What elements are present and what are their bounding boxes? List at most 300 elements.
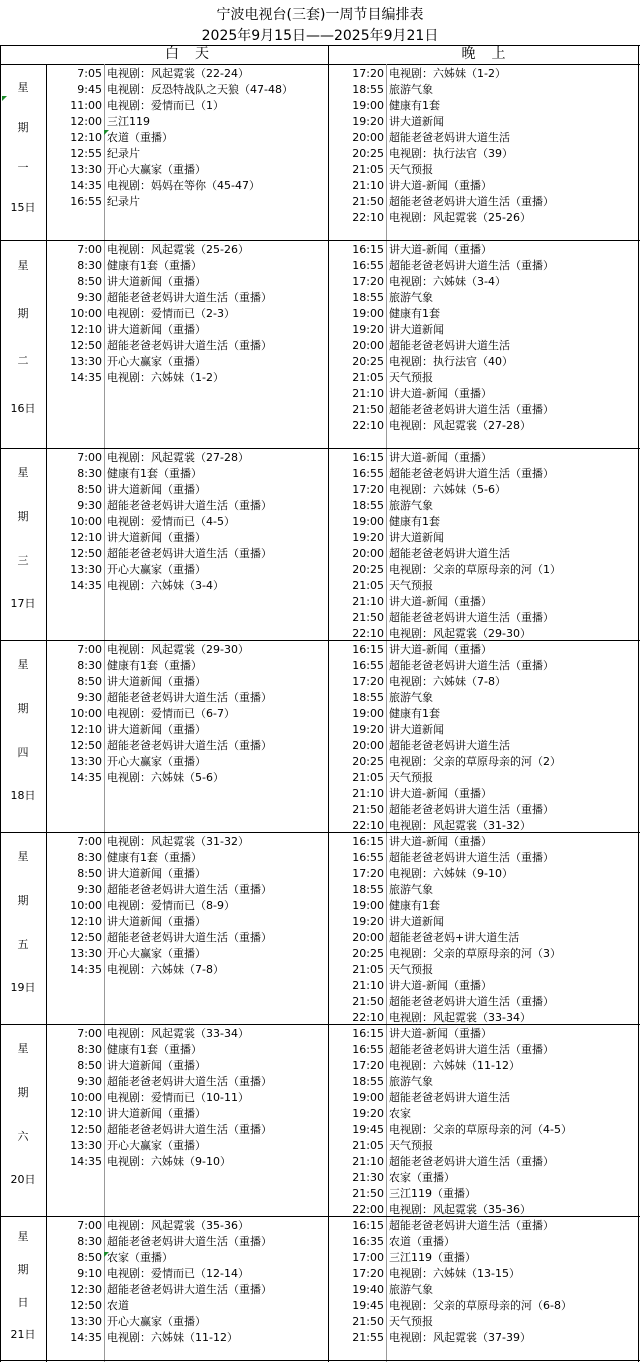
program-time: 14:35: [70, 1331, 102, 1344]
program-time: 22:00: [352, 1203, 384, 1216]
program-time: 13:30: [70, 163, 102, 176]
program-title: 电视剧：六姊妹（9-10）: [107, 1155, 231, 1168]
day-label: 期: [17, 510, 29, 523]
program-title: 超能老爸老妈讲大道生活（重播）: [107, 1283, 272, 1296]
day-label: 期: [17, 307, 29, 320]
program-time: 19:00: [352, 899, 384, 912]
program-time: 9:30: [77, 1075, 102, 1088]
program-title: 开心大赢家（重播）: [107, 1139, 206, 1152]
program-time: 20:25: [352, 147, 384, 160]
program-title: 农道: [107, 1299, 129, 1312]
program-title: 讲大道-新闻（重播）: [389, 1027, 492, 1040]
program-time: 20:25: [352, 355, 384, 368]
program-title: 讲大道新闻（重播）: [107, 675, 206, 688]
program-time: 18:55: [352, 83, 384, 96]
program-title: 电视剧：爱情而已（6-7）: [107, 707, 235, 720]
program-time: 18:55: [352, 1075, 384, 1088]
program-time: 17:20: [352, 867, 384, 880]
program-time: 10:00: [70, 707, 102, 720]
program-title: 讲大道-新闻（重播）: [389, 643, 492, 656]
program-title: 旅游气象: [389, 291, 433, 304]
program-title: 电视剧：六姊妹（1-2）: [107, 371, 224, 384]
day-label: 19日: [10, 981, 36, 994]
program-time: 10:00: [70, 1091, 102, 1104]
program-time: 21:05: [352, 163, 384, 176]
program-title: 电视剧：爱情而已（12-14）: [107, 1267, 249, 1280]
day-night-divider: [328, 45, 329, 1362]
program-time: 19:00: [352, 515, 384, 528]
program-title: 天气预报: [389, 963, 433, 976]
program-time: 10:00: [70, 899, 102, 912]
program-title: 电视剧：父亲的草原母亲的河（3）: [389, 947, 561, 960]
program-title: 天气预报: [389, 1315, 433, 1328]
program-time: 22:10: [352, 819, 384, 832]
program-time: 8:50: [77, 867, 102, 880]
program-time: 21:10: [352, 179, 384, 192]
program-title: 电视剧：风起霓裳（27-28）: [107, 451, 249, 464]
program-title: 天气预报: [389, 579, 433, 592]
program-time: 14:35: [70, 771, 102, 784]
day-label: 16日: [10, 402, 36, 415]
program-title: 讲大道-新闻（重播）: [389, 387, 492, 400]
program-time: 20:25: [352, 947, 384, 960]
program-time: 19:00: [352, 1091, 384, 1104]
program-time: 13:30: [70, 1139, 102, 1152]
program-title: 三江119: [107, 115, 150, 128]
program-title: 电视剧：爱情而已（8-9）: [107, 899, 235, 912]
program-title: 超能老爸老妈讲大道生活: [389, 547, 510, 560]
program-time: 14:35: [70, 1155, 102, 1168]
day-label: 四: [17, 746, 29, 759]
program-time: 19:45: [352, 1299, 384, 1312]
program-time: 21:10: [352, 979, 384, 992]
program-title: 超能老爸老妈讲大道生活（重播）: [107, 291, 272, 304]
program-title: 电视剧：父亲的草原母亲的河（6-8）: [389, 1299, 572, 1312]
program-time: 8:30: [77, 259, 102, 272]
program-title: 开心大赢家（重播）: [107, 563, 206, 576]
program-title: 电视剧：风起霓裳（29-30）: [389, 627, 531, 640]
program-title: 超能老爸老妈讲大道生活（重播）: [389, 851, 554, 864]
program-time: 10:00: [70, 307, 102, 320]
day-time-divider: [104, 64, 105, 1362]
program-title: 电视剧：风起霓裳（37-39）: [389, 1331, 531, 1344]
program-title: 超能老爸老妈讲大道生活（重播）: [389, 803, 554, 816]
program-title: 电视剧：风起霓裳（29-30）: [107, 643, 249, 656]
program-time: 19:20: [352, 323, 384, 336]
program-time: 14:35: [70, 371, 102, 384]
header-night: 晚 上: [461, 46, 507, 62]
program-time: 19:20: [352, 1107, 384, 1120]
program-title: 电视剧：风起霓裳（25-26）: [389, 211, 531, 224]
program-time: 17:00: [352, 1251, 384, 1264]
program-time: 18:55: [352, 499, 384, 512]
program-time: 21:30: [352, 1171, 384, 1184]
day-label: 星: [17, 850, 29, 863]
program-title: 农家（重播）: [107, 1251, 173, 1264]
program-time: 13:30: [70, 1315, 102, 1328]
program-time: 13:30: [70, 355, 102, 368]
header-bottom-line: [0, 64, 640, 65]
program-time: 7:00: [77, 835, 102, 848]
program-title: 健康有1套: [389, 707, 440, 720]
program-time: 9:45: [77, 83, 102, 96]
program-title: 讲大道新闻（重播）: [107, 723, 206, 736]
program-time: 16:15: [352, 1027, 384, 1040]
program-time: 16:55: [352, 659, 384, 672]
program-time: 14:35: [70, 579, 102, 592]
comment-marker-icon: [104, 1252, 109, 1257]
program-title: 超能老爸老妈讲大道生活（重播）: [389, 259, 554, 272]
program-time: 19:00: [352, 707, 384, 720]
program-title: 电视剧：反恐特战队之天狼（47-48）: [107, 83, 293, 96]
program-time: 19:20: [352, 723, 384, 736]
day-label: 期: [17, 1086, 29, 1099]
day-label: 期: [17, 1263, 29, 1276]
program-title: 讲大道-新闻（重播）: [389, 179, 492, 192]
program-title: 超能老爸老妈讲大道生活（重播）: [389, 611, 554, 624]
program-title: 超能老爸老妈讲大道生活（重播）: [107, 547, 272, 560]
program-time: 8:30: [77, 659, 102, 672]
day-label: 期: [17, 894, 29, 907]
program-title: 超能老爸老妈讲大道生活（重播）: [389, 1043, 554, 1056]
program-time: 8:50: [77, 483, 102, 496]
program-time: 14:35: [70, 179, 102, 192]
program-time: 19:00: [352, 307, 384, 320]
left-border: [0, 45, 1, 1362]
page-title: 宁波电视台(三套)一周节目编排表: [216, 7, 424, 23]
program-title: 健康有1套（重播）: [107, 851, 202, 864]
program-time: 16:55: [352, 259, 384, 272]
program-time: 13:30: [70, 755, 102, 768]
day-label: 星: [17, 81, 29, 94]
day-separator: [0, 1216, 640, 1217]
program-time: 21:55: [352, 1331, 384, 1344]
program-title: 电视剧：风起霓裳（33-34）: [107, 1027, 249, 1040]
program-time: 19:20: [352, 531, 384, 544]
day-label: 六: [17, 1130, 29, 1143]
program-title: 超能老爸老妈讲大道生活（重播）: [389, 195, 554, 208]
program-time: 12:30: [70, 1283, 102, 1296]
program-title: 健康有1套: [389, 99, 440, 112]
program-title: 讲大道新闻（重播）: [107, 1059, 206, 1072]
program-title: 健康有1套: [389, 307, 440, 320]
program-title: 讲大道-新闻（重播）: [389, 595, 492, 608]
program-title: 天气预报: [389, 163, 433, 176]
program-title: 超能老爸老妈讲大道生活（重播）: [389, 995, 554, 1008]
header-day: 白 天: [165, 46, 210, 62]
program-time: 21:50: [352, 995, 384, 1008]
program-title: 农家（重播）: [389, 1171, 455, 1184]
program-time: 18:55: [352, 883, 384, 896]
program-title: 电视剧：风起霓裳（33-34）: [389, 1011, 531, 1024]
program-title: 纪录片: [107, 147, 140, 160]
program-title: 超能老爸老妈讲大道生活（重播）: [389, 659, 554, 672]
program-title: 讲大道新闻: [389, 915, 444, 928]
program-time: 17:20: [352, 1059, 384, 1072]
program-time: 16:15: [352, 451, 384, 464]
day-separator: [0, 640, 640, 641]
program-time: 12:50: [70, 739, 102, 752]
program-time: 16:55: [352, 467, 384, 480]
program-time: 9:10: [77, 1267, 102, 1280]
day-label: 星: [17, 658, 29, 671]
program-time: 21:50: [352, 803, 384, 816]
program-title: 讲大道新闻（重播）: [107, 1107, 206, 1120]
program-title: 旅游气象: [389, 1283, 433, 1296]
day-label: 期: [17, 121, 29, 134]
program-time: 10:00: [70, 515, 102, 528]
program-time: 20:00: [352, 131, 384, 144]
program-title: 讲大道新闻（重播）: [107, 483, 206, 496]
program-time: 20:00: [352, 739, 384, 752]
program-title: 三江119（重播）: [389, 1187, 476, 1200]
program-time: 17:20: [352, 275, 384, 288]
program-time: 21:10: [352, 387, 384, 400]
program-title: 旅游气象: [389, 499, 433, 512]
program-title: 讲大道新闻（重播）: [107, 275, 206, 288]
program-time: 16:15: [352, 243, 384, 256]
program-time: 8:30: [77, 851, 102, 864]
day-label: 二: [17, 354, 29, 367]
program-time: 13:30: [70, 563, 102, 576]
program-time: 21:05: [352, 771, 384, 784]
program-title: 超能老爸老妈讲大道生活（重播）: [389, 467, 554, 480]
program-time: 17:20: [352, 1267, 384, 1280]
program-time: 11:00: [70, 99, 102, 112]
program-title: 电视剧：爱情而已（1）: [107, 99, 224, 112]
program-title: 超能老爸老妈讲大道生活（重播）: [107, 691, 272, 704]
comment-marker-icon: [2, 96, 7, 101]
program-time: 8:30: [77, 1235, 102, 1248]
program-title: 讲大道-新闻（重播）: [389, 979, 492, 992]
program-title: 讲大道新闻（重播）: [107, 915, 206, 928]
program-title: 超能老爸老妈讲大道生活: [389, 1091, 510, 1104]
program-time: 12:00: [70, 115, 102, 128]
program-time: 12:10: [70, 723, 102, 736]
program-time: 17:20: [352, 483, 384, 496]
program-time: 19:20: [352, 115, 384, 128]
program-time: 9:30: [77, 499, 102, 512]
program-title: 电视剧：六姊妹（1-2）: [389, 67, 506, 80]
program-time: 12:50: [70, 547, 102, 560]
program-title: 讲大道-新闻（重播）: [389, 787, 492, 800]
program-title: 开心大赢家（重播）: [107, 163, 206, 176]
program-time: 19:00: [352, 99, 384, 112]
program-time: 7:00: [77, 643, 102, 656]
day-label: 期: [17, 702, 29, 715]
program-title: 旅游气象: [389, 1075, 433, 1088]
day-separator: [0, 240, 640, 241]
program-title: 三江119（重播）: [389, 1251, 476, 1264]
program-time: 12:10: [70, 131, 102, 144]
program-time: 18:55: [352, 291, 384, 304]
program-title: 天气预报: [389, 771, 433, 784]
program-time: 21:10: [352, 787, 384, 800]
program-title: 电视剧：风起霓裳（25-26）: [107, 243, 249, 256]
program-time: 20:25: [352, 563, 384, 576]
program-time: 9:30: [77, 691, 102, 704]
program-title: 电视剧：风起霓裳（31-32）: [389, 819, 531, 832]
program-title: 讲大道-新闻（重播）: [389, 243, 492, 256]
program-title: 超能老爸老妈讲大道生活（重播）: [107, 1235, 272, 1248]
program-title: 电视剧：风起霓裳（27-28）: [389, 419, 531, 432]
day-label: 20日: [10, 1173, 36, 1186]
program-time: 20:25: [352, 755, 384, 768]
program-title: 健康有1套（重播）: [107, 467, 202, 480]
program-title: 讲大道新闻: [389, 723, 444, 736]
program-title: 电视剧：六姊妹（7-8）: [107, 963, 224, 976]
day-label: 18日: [10, 789, 36, 802]
program-time: 12:10: [70, 531, 102, 544]
program-time: 8:50: [77, 1251, 102, 1264]
program-time: 21:05: [352, 371, 384, 384]
day-label: 星: [17, 259, 29, 272]
program-time: 7:00: [77, 1027, 102, 1040]
date-range: 2025年9月15日——2025年9月21日: [201, 28, 439, 44]
program-time: 16:15: [352, 643, 384, 656]
program-title: 旅游气象: [389, 83, 433, 96]
program-time: 13:30: [70, 947, 102, 960]
program-title: 电视剧：六姊妹（9-10）: [389, 867, 513, 880]
program-title: 电视剧：风起霓裳（22-24）: [107, 67, 249, 80]
program-title: 电视剧：父亲的草原母亲的河（2）: [389, 755, 561, 768]
program-title: 天气预报: [389, 371, 433, 384]
program-title: 电视剧：爱情而已（2-3）: [107, 307, 235, 320]
comment-marker-icon: [104, 130, 109, 135]
day-label: 星: [17, 1042, 29, 1055]
program-title: 电视剧：风起霓裳（35-36）: [389, 1203, 531, 1216]
program-title: 讲大道新闻: [389, 531, 444, 544]
program-title: 超能老爸老妈讲大道生活（重播）: [389, 1155, 554, 1168]
program-time: 16:15: [352, 835, 384, 848]
program-title: 超能老爸老妈+讲大道生活: [389, 931, 520, 944]
program-time: 21:10: [352, 595, 384, 608]
program-title: 电视剧：妈妈在等你（45-47）: [107, 179, 260, 192]
program-title: 讲大道-新闻（重播）: [389, 451, 492, 464]
program-time: 7:05: [77, 67, 102, 80]
program-title: 电视剧：风起霓裳（35-36）: [107, 1219, 249, 1232]
program-time: 7:00: [77, 451, 102, 464]
program-time: 12:50: [70, 1123, 102, 1136]
label-divider: [46, 64, 47, 1362]
program-title: 健康有1套: [389, 899, 440, 912]
program-title: 健康有1套（重播）: [107, 1043, 202, 1056]
program-time: 19:40: [352, 1283, 384, 1296]
program-time: 8:30: [77, 467, 102, 480]
program-title: 超能老爸老妈讲大道生活（重播）: [107, 1123, 272, 1136]
right-border: [638, 45, 639, 1362]
program-time: 20:00: [352, 931, 384, 944]
day-label: 五: [17, 938, 29, 951]
program-time: 21:50: [352, 611, 384, 624]
program-title: 讲大道新闻: [389, 323, 444, 336]
program-time: 9:30: [77, 883, 102, 896]
program-title: 讲大道新闻（重播）: [107, 323, 206, 336]
program-title: 电视剧：父亲的草原母亲的河（4-5）: [389, 1123, 572, 1136]
program-time: 22:10: [352, 419, 384, 432]
program-title: 旅游气象: [389, 883, 433, 896]
program-title: 讲大道-新闻（重播）: [389, 835, 492, 848]
program-time: 7:00: [77, 1219, 102, 1232]
program-time: 21:50: [352, 403, 384, 416]
day-label: 日: [17, 1296, 29, 1309]
day-label: 三: [17, 554, 29, 567]
program-title: 开心大赢家（重播）: [107, 947, 206, 960]
program-time: 12:10: [70, 1107, 102, 1120]
program-time: 8:50: [77, 1059, 102, 1072]
program-time: 21:50: [352, 195, 384, 208]
day-label: 15日: [10, 201, 36, 214]
program-title: 超能老爸老妈讲大道生活（重播）: [107, 339, 272, 352]
program-title: 健康有1套（重播）: [107, 659, 202, 672]
program-time: 14:35: [70, 963, 102, 976]
program-title: 电视剧：六姊妹（5-6）: [389, 483, 506, 496]
day-separator: [0, 832, 640, 833]
day-label: 一: [17, 161, 29, 174]
program-time: 21:50: [352, 1187, 384, 1200]
program-title: 电视剧：爱情而已（4-5）: [107, 515, 235, 528]
program-time: 17:20: [352, 67, 384, 80]
program-title: 超能老爸老妈讲大道生活: [389, 131, 510, 144]
program-title: 电视剧：执行法官（40）: [389, 355, 513, 368]
program-title: 电视剧：六姊妹（3-4）: [107, 579, 224, 592]
program-title: 超能老爸老妈讲大道生活（重播）: [107, 931, 272, 944]
night-time-divider: [386, 64, 387, 1362]
program-time: 21:50: [352, 1315, 384, 1328]
program-time: 16:15: [352, 1219, 384, 1232]
header-top-line: [0, 45, 640, 46]
program-time: 9:30: [77, 291, 102, 304]
program-title: 电视剧：父亲的草原母亲的河（1）: [389, 563, 561, 576]
program-title: 开心大赢家（重播）: [107, 755, 206, 768]
program-title: 健康有1套: [389, 515, 440, 528]
program-title: 电视剧：六姊妹（7-8）: [389, 675, 506, 688]
program-time: 12:50: [70, 931, 102, 944]
program-title: 超能老爸老妈讲大道生活（重播）: [107, 499, 272, 512]
program-time: 12:50: [70, 339, 102, 352]
program-title: 天气预报: [389, 1139, 433, 1152]
program-title: 纪录片: [107, 195, 140, 208]
program-title: 超能老爸老妈讲大道生活: [389, 739, 510, 752]
program-time: 22:10: [352, 211, 384, 224]
program-title: 电视剧：执行法官（39）: [389, 147, 513, 160]
program-time: 16:55: [352, 851, 384, 864]
program-time: 12:50: [70, 1299, 102, 1312]
program-title: 农家: [389, 1107, 411, 1120]
program-time: 18:55: [352, 691, 384, 704]
day-separator: [0, 1024, 640, 1025]
program-time: 21:10: [352, 1155, 384, 1168]
program-time: 12:10: [70, 915, 102, 928]
program-time: 20:00: [352, 339, 384, 352]
program-time: 12:55: [70, 147, 102, 160]
program-title: 讲大道新闻（重播）: [107, 531, 206, 544]
program-time: 8:30: [77, 1043, 102, 1056]
program-title: 开心大赢家（重播）: [107, 1315, 206, 1328]
program-time: 7:00: [77, 243, 102, 256]
program-title: 电视剧：六姊妹（3-4）: [389, 275, 506, 288]
program-time: 12:10: [70, 323, 102, 336]
program-time: 8:50: [77, 675, 102, 688]
program-title: 电视剧：六姊妹（5-6）: [107, 771, 224, 784]
program-title: 开心大赢家（重播）: [107, 355, 206, 368]
program-title: 超能老爸老妈讲大道生活: [389, 339, 510, 352]
program-title: 农道（重播）: [389, 1235, 455, 1248]
program-title: 电视剧：六姊妹（11-12）: [389, 1059, 520, 1072]
program-title: 电视剧：六姊妹（13-15）: [389, 1267, 520, 1280]
day-label: 17日: [10, 597, 36, 610]
program-time: 16:55: [70, 195, 102, 208]
